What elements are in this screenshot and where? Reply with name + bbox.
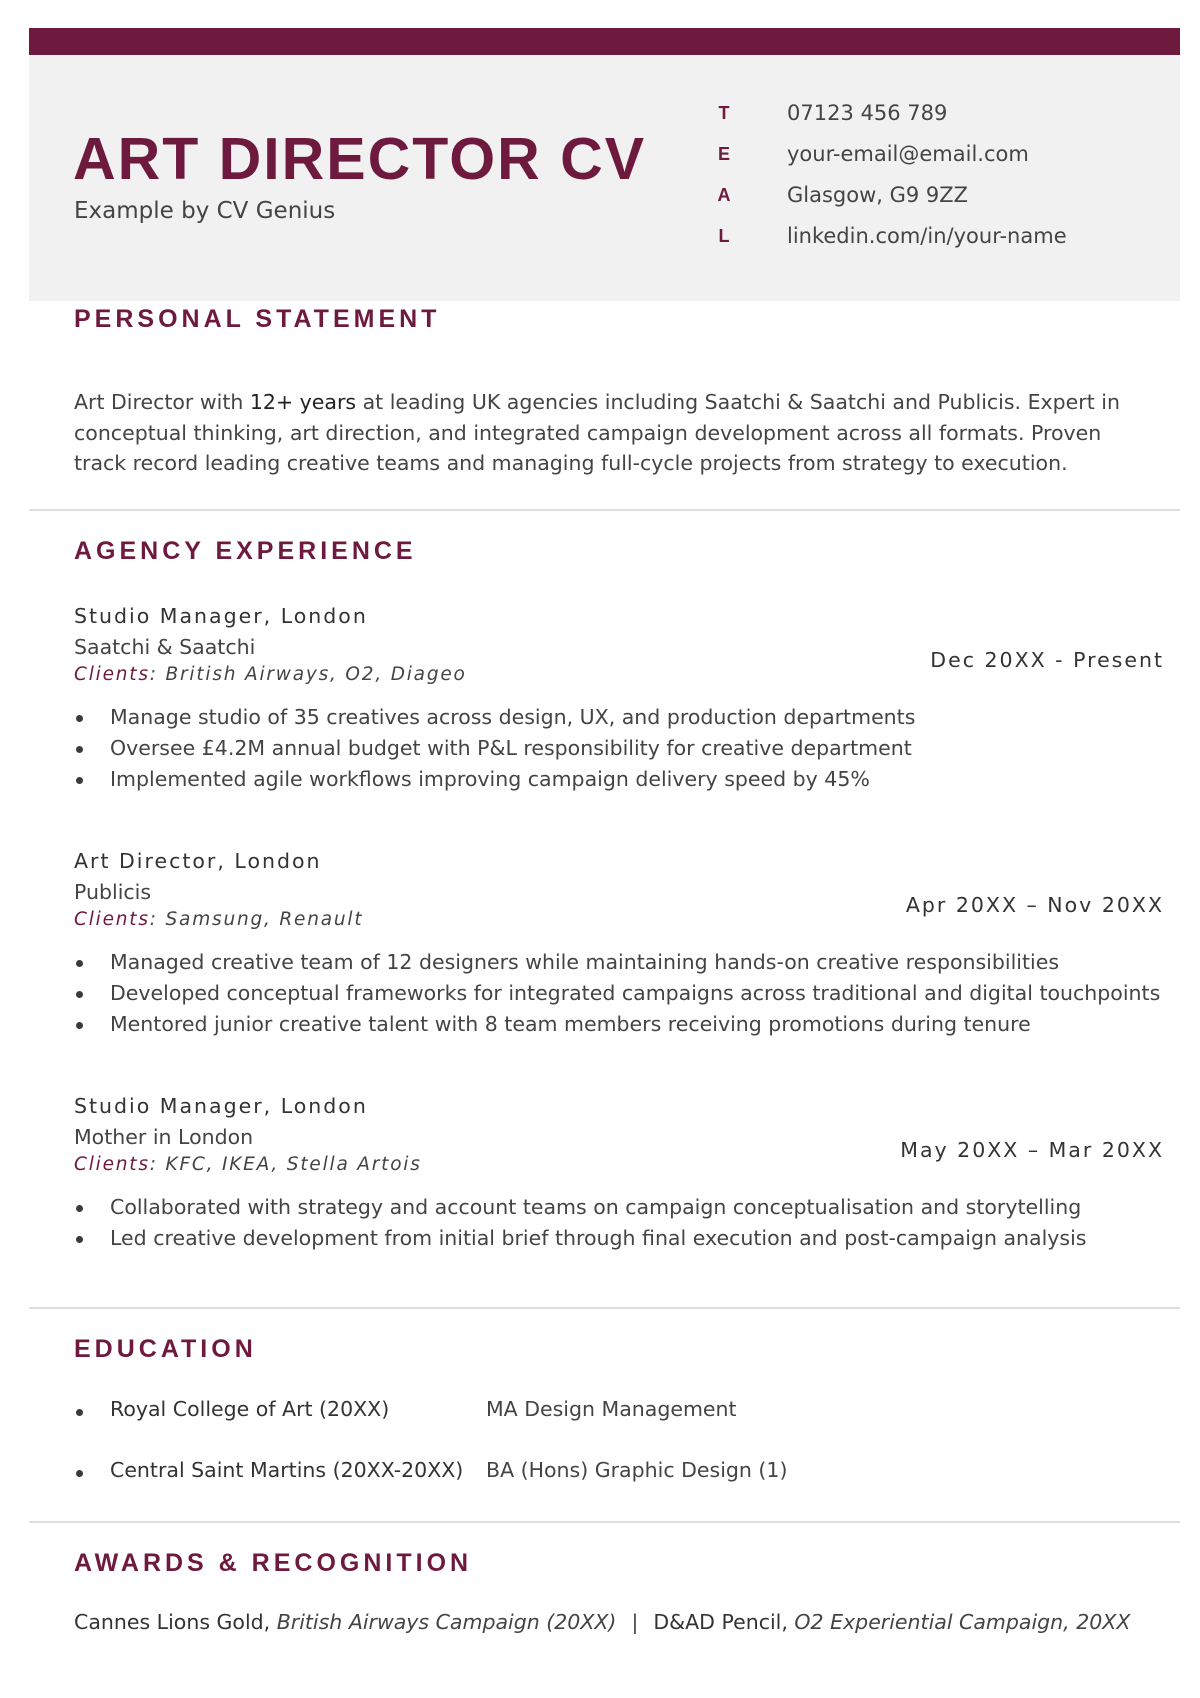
education-degree: MA Design Management xyxy=(486,1397,737,1421)
job-dates: May 20XX – Mar 20XX xyxy=(900,1138,1164,1162)
award-detail: British Airways Campaign (20XX) xyxy=(276,1610,617,1634)
list-item: Oversee £4.2M annual budget with P&L responsibility for creative department xyxy=(74,733,1174,764)
education-school: Central Saint Martins (20XX-20XX) xyxy=(110,1458,464,1482)
job-company: Publicis xyxy=(74,880,152,904)
section-divider xyxy=(29,1307,1180,1309)
linkedin-value[interactable]: linkedin.com/in/your-name xyxy=(787,224,1067,248)
clients-list: : Samsung, Renault xyxy=(149,909,364,930)
accent-top-bar xyxy=(29,28,1180,55)
education-heading: EDUCATION xyxy=(74,1335,257,1363)
phone-value: 07123 456 789 xyxy=(787,101,948,125)
list-item: Manage studio of 35 creatives across design, UX, and production departments xyxy=(74,702,1174,733)
list-item: Managed creative team of 12 designers while maintaining hands-on creative responsibilities xyxy=(74,947,1174,978)
email-value[interactable]: your-email@email.com xyxy=(787,142,1029,166)
phone-label: T xyxy=(718,103,730,123)
bullet-icon xyxy=(76,1409,83,1416)
bullet-icon xyxy=(76,1470,83,1477)
personal-statement-text xyxy=(74,387,1134,479)
address-value: Glasgow, G9 9ZZ xyxy=(787,183,969,207)
job-company: Mother in London xyxy=(74,1125,254,1149)
job-achievements xyxy=(74,1192,1174,1254)
job-dates: Apr 20XX – Nov 20XX xyxy=(905,893,1164,917)
experience-heading: AGENCY EXPERIENCE xyxy=(74,537,417,565)
job-entry xyxy=(74,1094,1164,1250)
list-item: Led creative development from initial brief through final execution and post-campaign analysis xyxy=(74,1223,1174,1254)
statement-body: at leading UK agencies including Saatchi & Saatchi and Publicis. Expert in conceptual thinking, art direction, and integrated campaign development across all formats. Proven track record leading creative teams and managing full-cycle projects from strategy to execution. xyxy=(74,390,1120,475)
list-item: Collaborated with strategy and account teams on campaign conceptualisation and storytelling xyxy=(74,1192,1174,1223)
job-title: Studio Manager, London xyxy=(74,604,368,628)
award-detail: O2 Experiential Campaign, 20XX xyxy=(794,1610,1131,1634)
job-achievements xyxy=(74,947,1174,1040)
cv-subtitle: Example by CV Genius xyxy=(74,198,336,224)
list-item: Developed conceptual frameworks for integrated campaigns across traditional and digital touchpoints xyxy=(74,978,1174,1009)
job-achievements xyxy=(74,702,1174,795)
section-divider xyxy=(29,1521,1180,1523)
award-name: Cannes Lions Gold xyxy=(74,1610,264,1634)
education-item xyxy=(74,1397,1074,1429)
clients-list: : KFC, IKEA, Stella Artois xyxy=(149,1154,422,1175)
job-entry xyxy=(74,604,1164,791)
job-entry xyxy=(74,849,1164,1036)
clients-list: : British Airways, O2, Diageo xyxy=(149,664,467,685)
statement-highlight: 12+ years xyxy=(249,390,357,414)
clients-label: Clients xyxy=(74,1154,150,1175)
clients-label: Clients xyxy=(74,909,150,930)
job-title: Art Director, London xyxy=(74,849,322,873)
section-divider xyxy=(29,509,1180,511)
award-name: D&AD Pencil xyxy=(653,1610,782,1634)
education-school: Royal College of Art (20XX) xyxy=(110,1397,390,1421)
job-title: Studio Manager, London xyxy=(74,1094,368,1118)
job-dates: Dec 20XX - Present xyxy=(930,648,1164,672)
statement-intro: Art Director with xyxy=(74,390,250,414)
address-label: A xyxy=(717,185,731,205)
linkedin-label: L xyxy=(718,226,730,246)
education-degree: BA (Hons) Graphic Design (1) xyxy=(486,1458,788,1482)
awards-line: Cannes Lions Gold, British Airways Campaign (20XX) | D&AD Pencil, O2 Experiential Campaign, 20XX xyxy=(74,1610,1131,1634)
education-item xyxy=(74,1458,1074,1490)
email-label: E xyxy=(717,144,730,164)
list-item: Implemented agile workflows improving campaign delivery speed by 45% xyxy=(74,764,1174,795)
personal-statement-heading: PERSONAL STATEMENT xyxy=(74,305,441,333)
job-company: Saatchi & Saatchi xyxy=(74,635,256,659)
cv-title: ART DIRECTOR CV xyxy=(73,126,647,192)
list-item: Mentored junior creative talent with 8 team members receiving promotions during tenure xyxy=(74,1009,1174,1040)
awards-heading: AWARDS & RECOGNITION xyxy=(74,1549,473,1577)
clients-label: Clients xyxy=(74,664,150,685)
cv-header xyxy=(29,55,1180,301)
award-separator: | xyxy=(631,1610,639,1634)
